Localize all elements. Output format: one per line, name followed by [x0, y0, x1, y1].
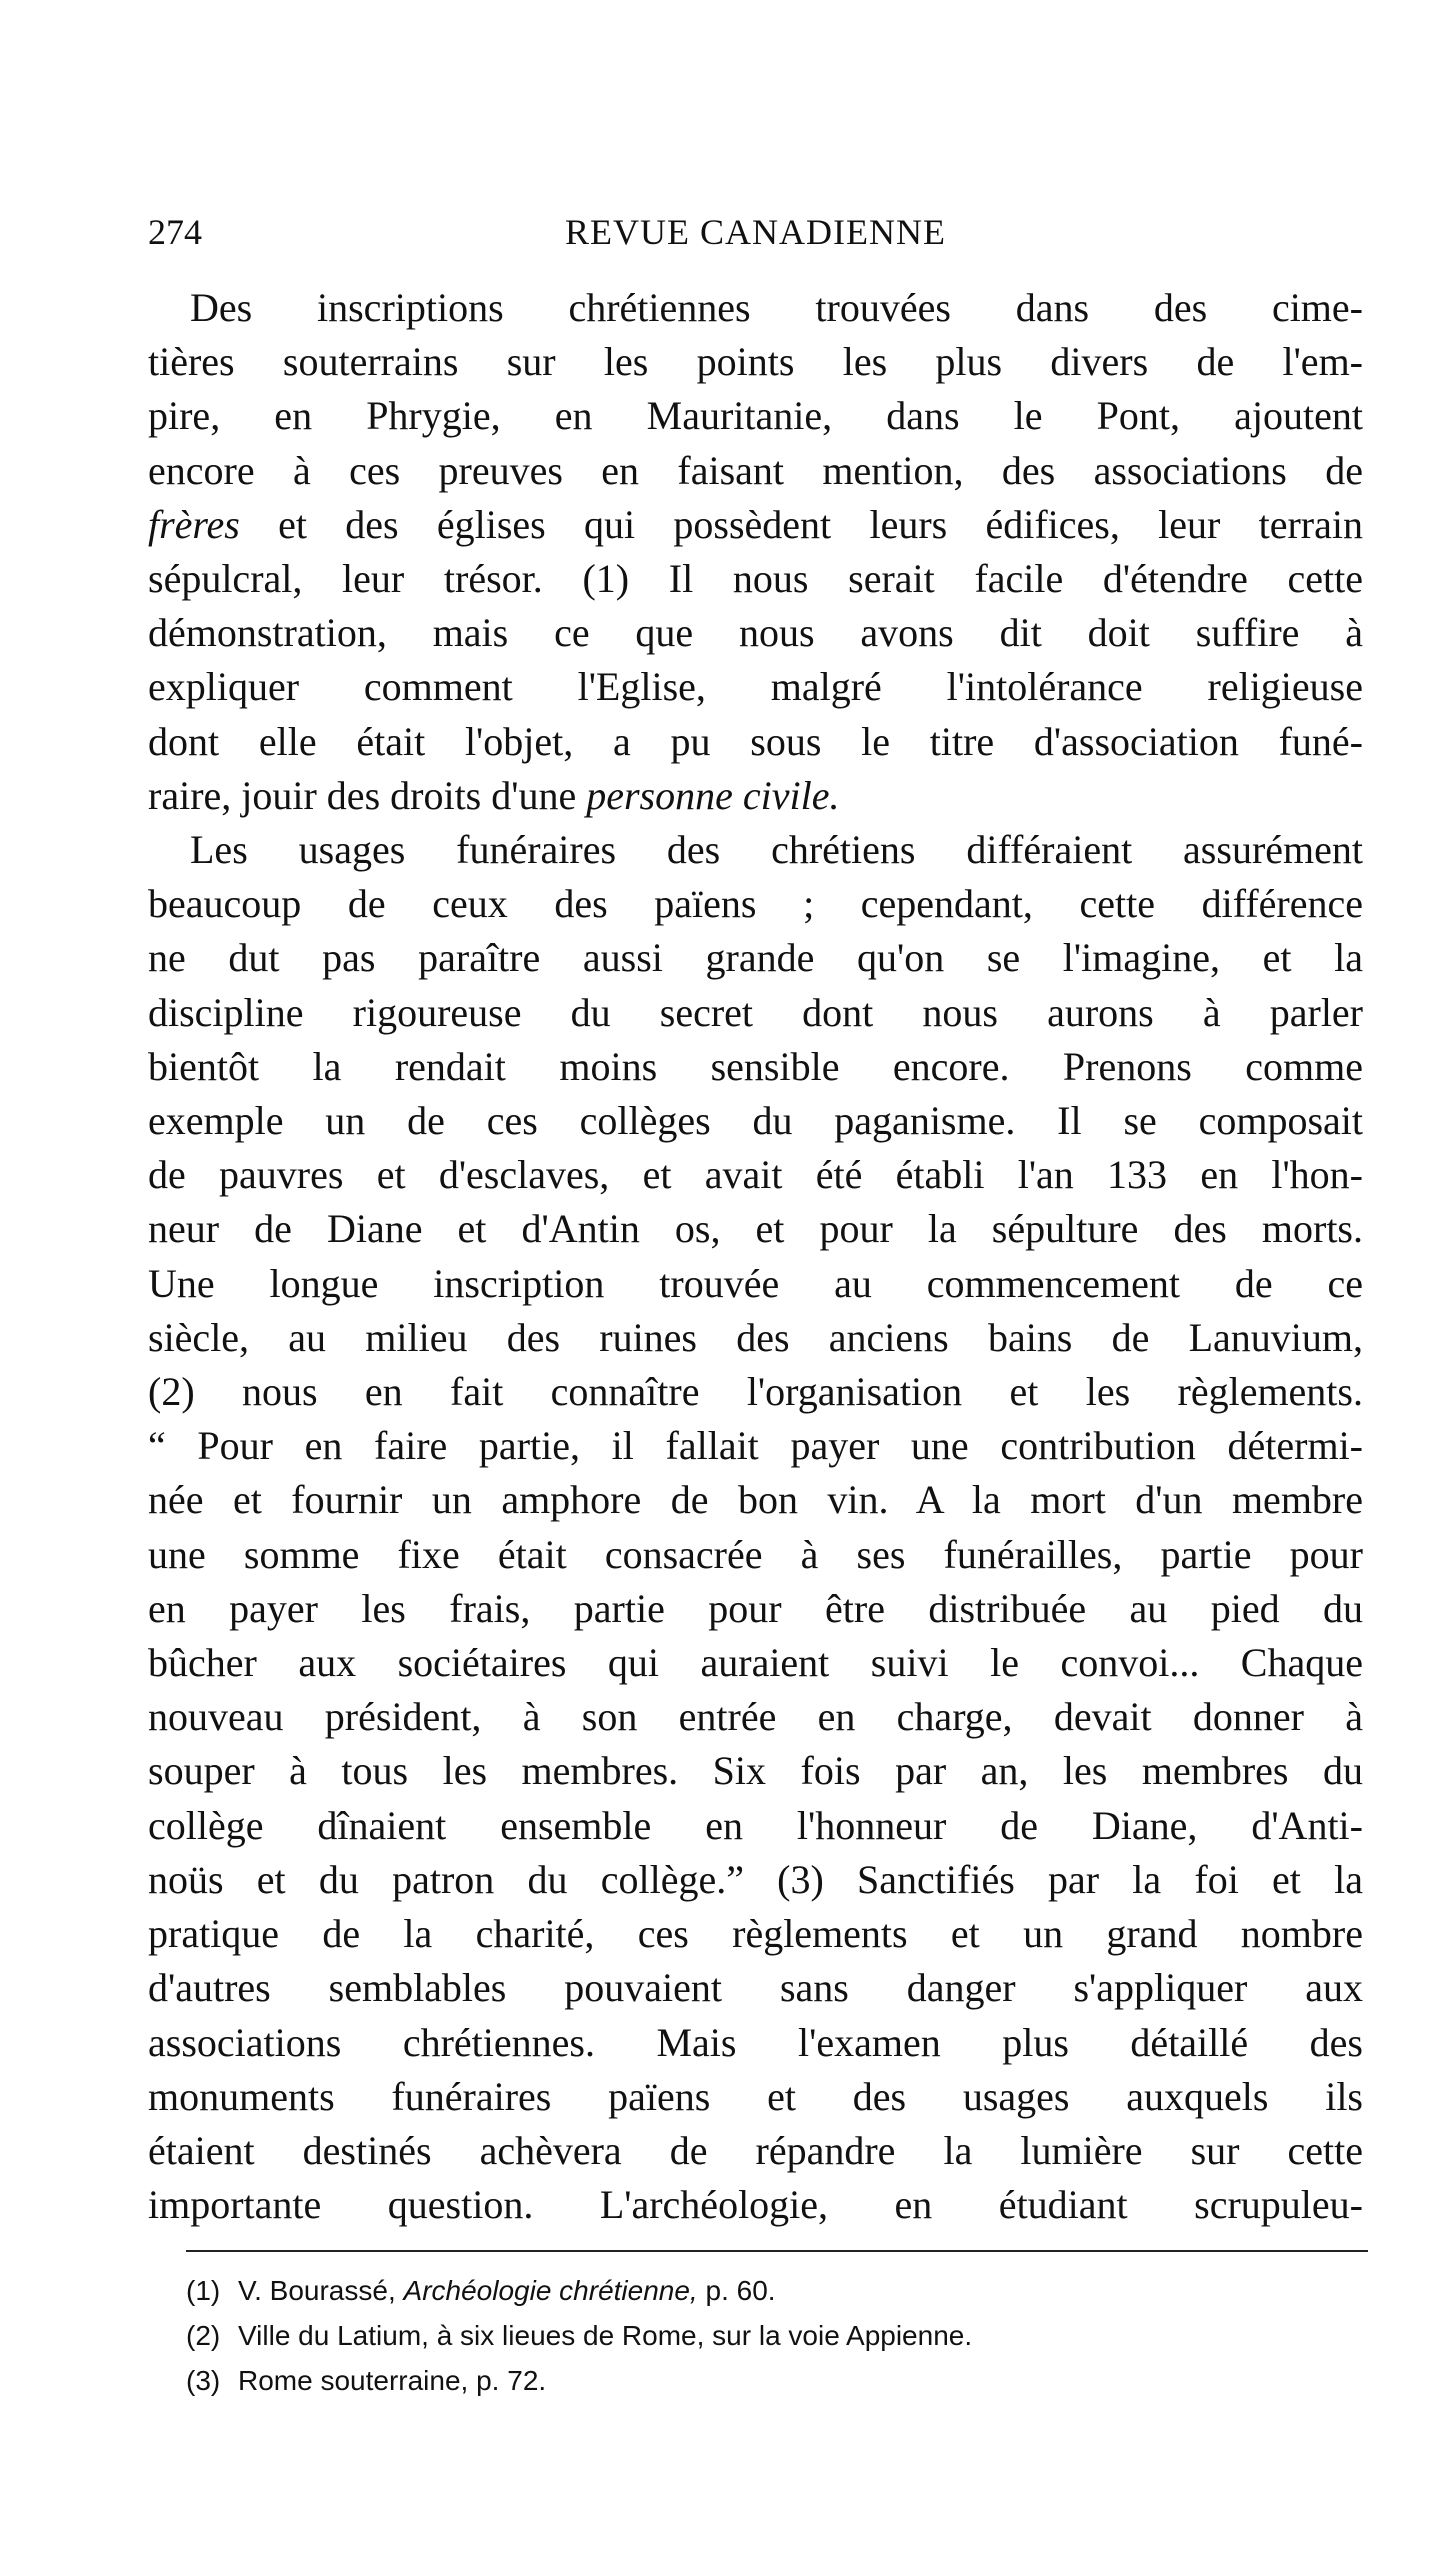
text-line: une somme fixe était consacrée à ses funérailles, partie pour — [148, 1531, 1363, 1577]
text-line: ne dut pas paraître aussi grande qu'on se l'imagine, et la — [148, 935, 1363, 981]
text-segment: raire, jouir des droits d'une — [148, 772, 587, 818]
footnote-text: Rome souterraine, p. 72. — [238, 2365, 547, 2397]
page-body — [148, 281, 1363, 2232]
page-number: 274 — [148, 212, 202, 252]
text-line: importante question. L'archéologie, en étudiant scrupuleu- — [148, 2182, 1363, 2228]
text-line: neur de Diane et d'Antin os, et pour la sépulture des morts. — [148, 1206, 1363, 1252]
text-line: sépulcral, leur trésor. (1) Il nous serait facile d'étendre cette — [148, 556, 1363, 602]
running-title: REVUE CANADIENNE — [565, 212, 946, 252]
text-line: “ Pour en faire partie, il fallait payer une contribution détermi- — [148, 1423, 1363, 1469]
text-line: Des inscriptions chrétiennes trouvées dans des cime- — [190, 285, 1363, 330]
paragraph-1 — [148, 281, 1363, 823]
text-line — [148, 498, 1363, 552]
footnote — [186, 2268, 1363, 2313]
text-line: monuments funéraires païens et des usages auxquels ils — [148, 2073, 1363, 2119]
page-header — [148, 205, 1363, 259]
paragraph-2 — [148, 823, 1363, 2232]
footnote — [186, 2313, 1363, 2358]
italic-word: frères — [148, 501, 240, 547]
text-line: discipline rigoureuse du secret dont nous aurons à parler — [148, 989, 1363, 1035]
text-line: dont elle était l'objet, a pu sous le titre d'association funé- — [148, 718, 1363, 764]
footnote-text: Ville du Latium, à six lieues de Rome, sur la voie Appienne. — [238, 2320, 973, 2352]
text-line: encore à ces preuves en faisant mention, des associations de — [148, 447, 1363, 493]
text-line: d'autres semblables pouvaient sans danger s'appliquer aux — [148, 1965, 1363, 2011]
text-line: Une longue inscription trouvée au commencement de ce — [148, 1260, 1363, 1306]
footnote-title: Archéologie chrétienne, — [403, 2275, 698, 2307]
text-line: tières souterrains sur les points les plus divers de l'em- — [148, 339, 1363, 385]
text-line: collège dînaient ensemble en l'honneur de Diane, d'Anti- — [148, 1802, 1363, 1848]
text-line: étaient destinés achèvera de répandre la lumière sur cette — [148, 2127, 1363, 2173]
italic-phrase: personne civile. — [586, 772, 840, 818]
text-line: bientôt la rendait moins sensible encore. Prenons comme — [148, 1043, 1363, 1089]
footnote-mark: (2) — [186, 2320, 221, 2352]
text-line: siècle, au milieu des ruines des anciens bains de Lanuvium, — [148, 1314, 1363, 1360]
text-line: nouveau président, à son entrée en charge, devait donner à — [148, 1694, 1363, 1740]
footnote-text: p. 60. — [697, 2275, 776, 2307]
text-line: beaucoup de ceux des païens ; cependant, cette différence — [148, 881, 1363, 927]
text-segment: et des églises qui possèdent leurs édifices, leur terrain — [239, 501, 1363, 547]
text-line: noüs et du patron du collège.” (3) Sanctifiés par la foi et la — [148, 1856, 1363, 1902]
footnote-mark: (1) — [186, 2275, 221, 2307]
text-line — [148, 769, 1363, 823]
book-page — [148, 205, 1363, 2403]
footnotes — [186, 2268, 1363, 2403]
footnote — [186, 2358, 1363, 2403]
text-line: Les usages funéraires des chrétiens différaient assurément — [190, 827, 1363, 873]
text-line: pire, en Phrygie, en Mauritanie, dans le Pont, ajoutent — [148, 393, 1363, 439]
footnote-mark: (3) — [186, 2365, 221, 2397]
text-line: expliquer comment l'Eglise, malgré l'intolérance religieuse — [148, 664, 1363, 710]
text-line: bûcher aux sociétaires qui auraient suivi le convoi... Chaque — [148, 1640, 1363, 1686]
text-line: née et fournir un amphore de bon vin. A la mort d'un membre — [148, 1477, 1363, 1523]
text-line: en payer les frais, partie pour être distribuée au pied du — [148, 1585, 1363, 1631]
text-line: souper à tous les membres. Six fois par an, les membres du — [148, 1748, 1363, 1794]
text-line: associations chrétiennes. Mais l'examen plus détaillé des — [148, 2019, 1363, 2065]
text-line: (2) nous en fait connaître l'organisation et les règlements. — [148, 1369, 1363, 1415]
text-line: exemple un de ces collèges du paganisme. Il se composait — [148, 1098, 1363, 1144]
footnote-rule — [186, 2250, 1368, 2252]
text-line: pratique de la charité, ces règlements et un grand nombre — [148, 1911, 1363, 1957]
text-line: de pauvres et d'esclaves, et avait été établi l'an 133 en l'hon- — [148, 1152, 1363, 1198]
footnote-text: V. Bourassé, — [238, 2275, 404, 2307]
text-line: démonstration, mais ce que nous avons dit doit suffire à — [148, 610, 1363, 656]
